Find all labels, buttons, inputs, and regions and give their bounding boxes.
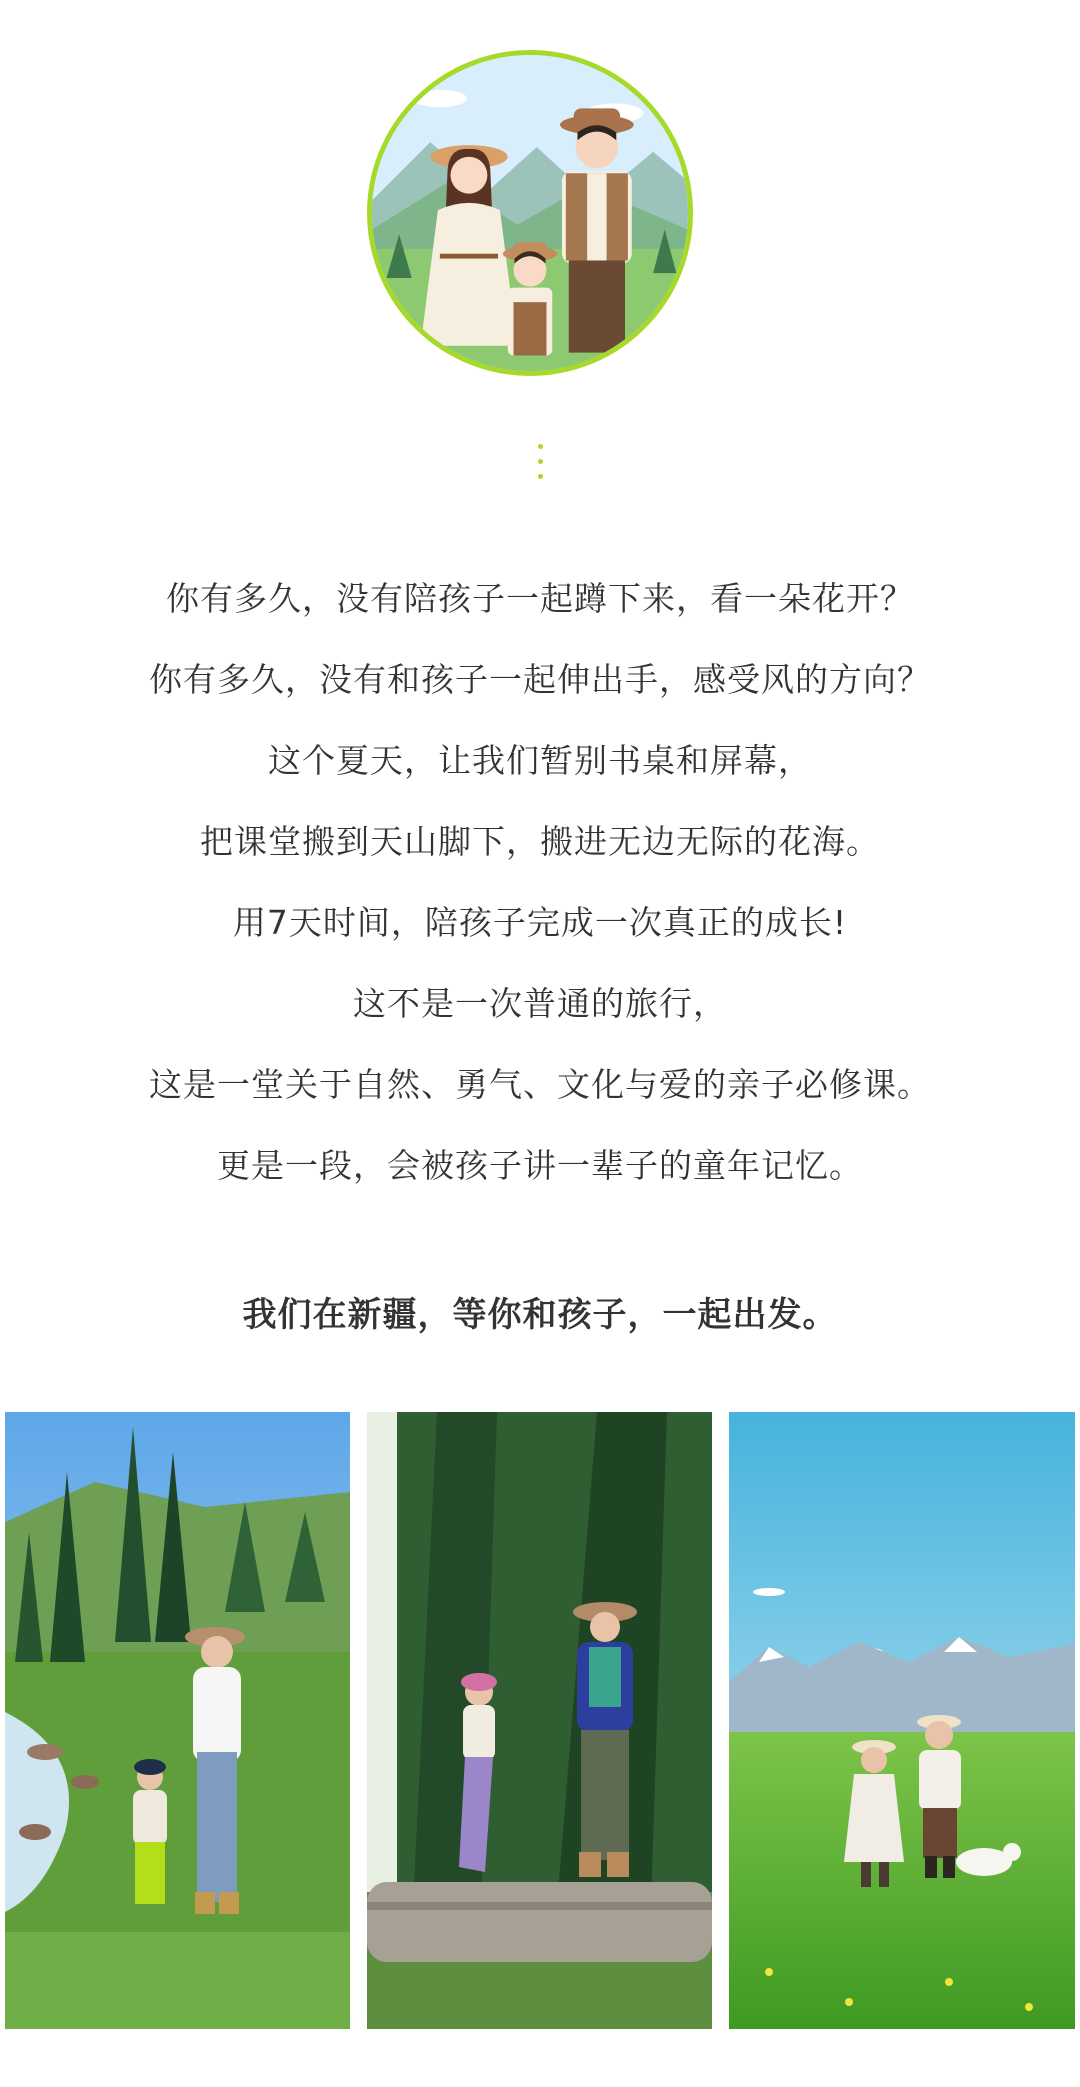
intro-line: 这个夏天，让我们暂别书桌和屏幕， xyxy=(268,741,812,780)
divider-dot xyxy=(538,459,543,464)
photo-girl-mother-on-log-icon xyxy=(367,1412,712,2029)
intro-text xyxy=(0,558,1080,1206)
family-illustration-icon xyxy=(372,55,688,371)
photo-mother-child-meadow-stream-icon xyxy=(5,1412,350,2029)
intro-line: 用7天时间，陪孩子完成一次真正的成长! xyxy=(232,903,848,942)
intro-line: 这是一堂关于自然、勇气、文化与爱的亲子必修课。 xyxy=(149,1065,931,1104)
family-avatar xyxy=(367,50,693,376)
divider-dot xyxy=(538,474,543,479)
intro-line: 你有多久，没有和孩子一起伸出手，感受风的方向？ xyxy=(149,660,931,699)
photo-children-grassland-mountains-icon xyxy=(729,1412,1075,2029)
intro-line: 更是一段，会被孩子讲一辈子的童年记忆。 xyxy=(217,1146,863,1185)
call-to-action-heading: 我们在新疆，等你和孩子，一起出发。 xyxy=(242,1295,838,1335)
photo-log-walk xyxy=(367,1412,712,2029)
photo-grassland xyxy=(729,1412,1075,2029)
intro-line: 这不是一次普通的旅行， xyxy=(353,984,727,1023)
divider-dot xyxy=(538,444,543,449)
intro-line: 你有多久，没有陪孩子一起蹲下来，看一朵花开？ xyxy=(166,579,914,618)
photo-meadow-stream xyxy=(5,1412,350,2029)
vertical-dots-icon xyxy=(537,444,543,489)
intro-line: 把课堂搬到天山脚下，搬进无边无际的花海。 xyxy=(200,822,880,861)
